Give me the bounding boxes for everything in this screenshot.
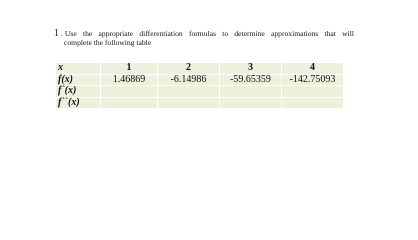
row-label-fdoubleprime: f``(x)	[56, 97, 101, 109]
table-row-fx	[56, 74, 344, 86]
cell-fx-4[interactable]: -142.75093	[282, 74, 344, 86]
cell-fx-3[interactable]: -59.65359	[220, 74, 282, 86]
header-1: 1	[101, 63, 158, 75]
cell-fx-1[interactable]: 1.46869	[101, 74, 158, 86]
row-label-fprime: f`(x)	[56, 86, 101, 98]
question-number: 1	[54, 28, 59, 39]
question-line-1	[54, 29, 354, 38]
cell-fdoubleprime-1[interactable]	[101, 97, 158, 109]
cell-fx-2[interactable]: -6.14986	[158, 74, 220, 86]
cell-fdoubleprime-3[interactable]	[220, 97, 282, 109]
cell-fprime-1[interactable]	[101, 86, 158, 98]
question-number-dot: .	[61, 29, 63, 38]
question-line-2: complete the following table	[64, 38, 152, 47]
cell-fprime-2[interactable]	[158, 86, 220, 98]
cell-fdoubleprime-2[interactable]	[158, 97, 220, 109]
cell-fdoubleprime-4[interactable]	[282, 97, 344, 109]
header-3: 3	[220, 63, 282, 75]
values-table	[55, 62, 344, 109]
header-x: x	[56, 63, 101, 75]
question-line-1-text: Use the appropriate differentiation formulas to determine approximations that will	[64, 29, 354, 38]
table-row-fprime	[56, 86, 344, 98]
cell-fprime-3[interactable]	[220, 86, 282, 98]
question-text	[54, 29, 354, 47]
cell-fprime-4[interactable]	[282, 86, 344, 98]
table-row-fdoubleprime	[56, 97, 344, 109]
header-4: 4	[282, 63, 344, 75]
table-header-row	[56, 63, 344, 75]
header-2: 2	[158, 63, 220, 75]
row-label-fx: f(x)	[56, 74, 101, 86]
